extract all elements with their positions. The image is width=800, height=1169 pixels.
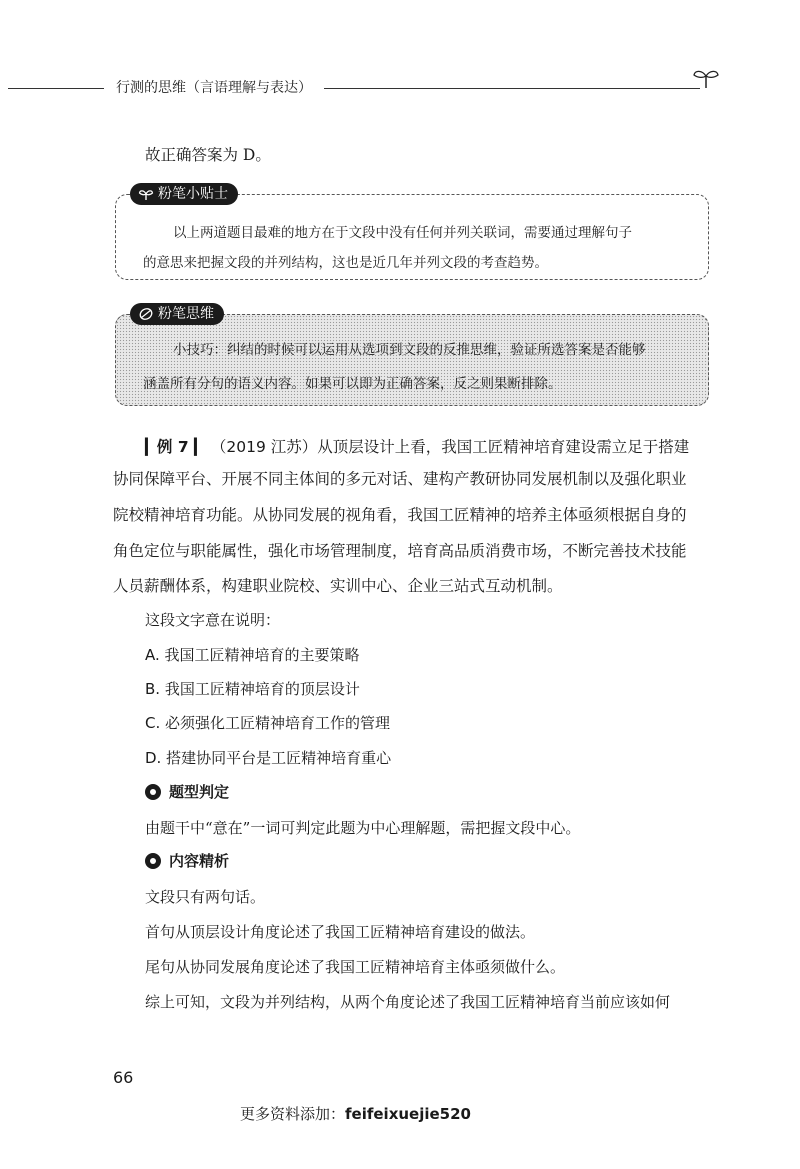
footer-contact	[240, 1103, 471, 1124]
tips-line-1: 以上两道题目最难的地方在于文段中没有任何并列关联词，需要通过理解句子	[173, 225, 632, 241]
section-analysis-heading-text: 内容精析	[169, 852, 230, 870]
answer-line: 故正确答案为 D。	[145, 146, 271, 164]
question-stem: 这段文字意在说明：	[145, 611, 281, 629]
analysis-line-3: 尾句从协同发展角度论述了我国工匠精神培育主体亟须做什么。	[145, 958, 566, 976]
footer-prefix: 更多资料添加：	[240, 1105, 346, 1123]
option-d: D. 搭建协同平台是工匠精神培育重心	[145, 749, 392, 767]
option-b: B. 我国工匠精神培育的顶层设计	[145, 680, 360, 698]
leaf-icon	[138, 306, 154, 322]
gear-icon	[145, 784, 161, 800]
thinking-box	[115, 314, 709, 406]
thinking-line-1: 小技巧：纠结的时候可以运用从选项到文段的反推思维，验证所选答案是否能够	[173, 342, 646, 358]
tips-line-2: 的意思来把握文段的并列结构，这也是近几年并列文段的考查趋势。	[143, 255, 548, 271]
header-title: 行测的思维（言语理解与表达）	[116, 80, 312, 96]
page-number: 66	[113, 1068, 134, 1087]
section-analysis-heading	[145, 851, 229, 871]
header-rule-right	[324, 88, 700, 89]
tips-box-label	[130, 183, 238, 205]
header-rule-left	[8, 88, 104, 89]
example-line-5: 人员薪酬体系，构建职业院校、实训中心、企业三站式互动机制。	[113, 577, 563, 595]
example-line-2: 协同保障平台、开展不同主体间的多元对话、建构产教研协同发展机制以及强化职业	[113, 470, 687, 488]
thinking-line-2: 涵盖所有分句的语义内容。如果可以即为正确答案，反之则果断排除。	[143, 376, 562, 392]
analysis-line-1: 文段只有两句话。	[145, 888, 266, 906]
footer-contact-id: feifeixuejie520	[345, 1105, 471, 1123]
option-c: C. 必须强化工匠精神培育工作的管理	[145, 714, 391, 732]
type-judgement-text: 由题干中“意在”一词可判定此题为中心理解题，需把握文段中心。	[145, 819, 581, 837]
example-tag: ▎例 7 ▎	[145, 438, 206, 456]
analysis-line-4: 综上可知，文段为并列结构，从两个角度论述了我国工匠精神培育当前应该如何	[145, 993, 671, 1011]
running-header	[8, 76, 720, 100]
section-type-heading-text: 题型判定	[169, 783, 230, 801]
sprout-icon	[138, 186, 154, 202]
sprout-icon	[692, 66, 720, 90]
section-type-heading	[145, 782, 229, 802]
tips-box-label-text: 粉笔小贴士	[158, 186, 228, 202]
example-line-1-text: （2019 江苏）从顶层设计上看，我国工匠精神培育建设需立足于搭建	[210, 438, 690, 456]
option-a: A. 我国工匠精神培育的主要策略	[145, 646, 360, 664]
example-line-4: 角色定位与职能属性，强化市场管理制度，培育高品质消费市场，不断完善技术技能	[113, 542, 687, 560]
thinking-box-label-text: 粉笔思维	[158, 306, 214, 322]
magnifier-icon	[145, 853, 161, 869]
example-line-3: 院校精神培育功能。从协同发展的视角看，我国工匠精神的培养主体亟须根据自身的	[113, 506, 687, 524]
thinking-box-label	[130, 303, 224, 325]
analysis-line-2: 首句从顶层设计角度论述了我国工匠精神培育建设的做法。	[145, 923, 536, 941]
example-line-1	[145, 435, 689, 457]
